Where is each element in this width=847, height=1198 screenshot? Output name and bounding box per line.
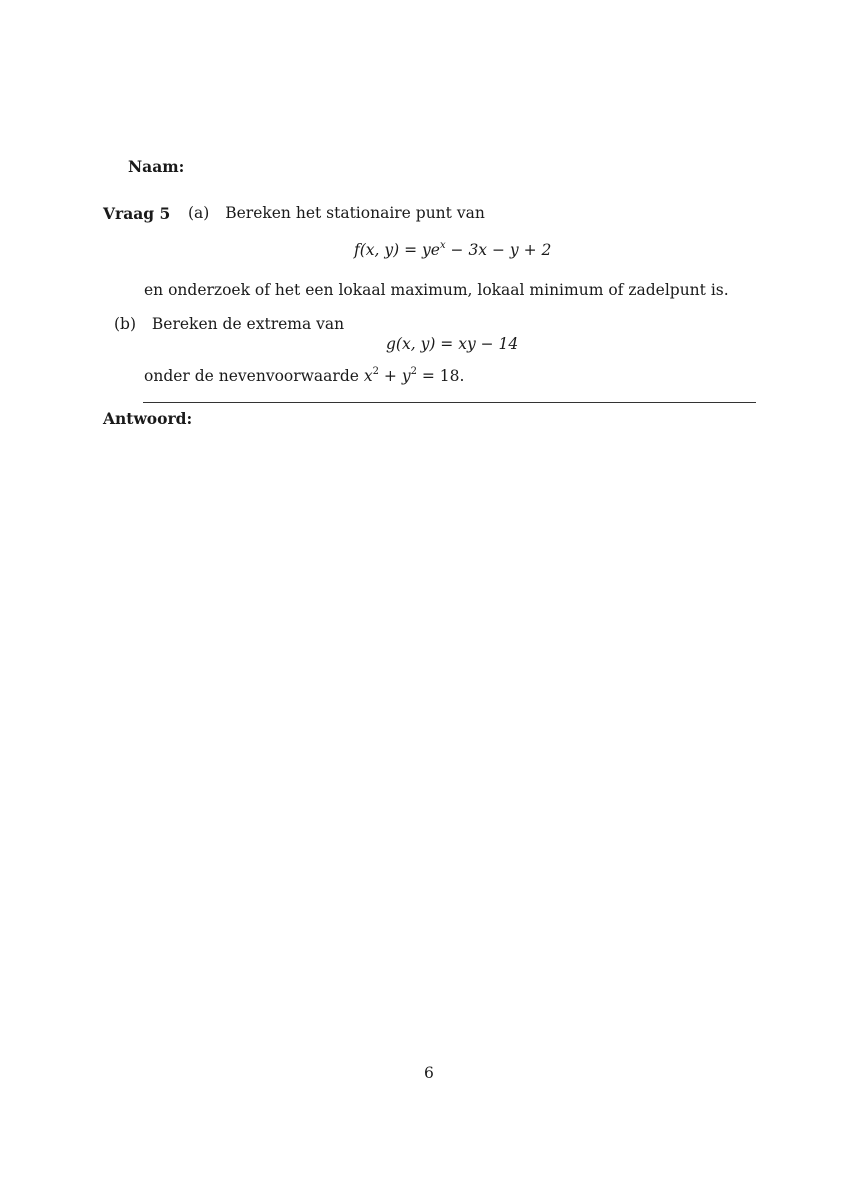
part-b-marker: (b) bbox=[114, 315, 137, 333]
part-a-followup: en onderzoek of het een lokaal maximum, lokaal minimum of zadelpunt is. bbox=[144, 281, 729, 299]
part-a-line bbox=[188, 206, 485, 222]
name-label: Naam: bbox=[128, 157, 185, 176]
formula-f bbox=[354, 242, 551, 259]
constraint-text: onder de nevenvoorwaarde bbox=[144, 367, 364, 386]
constraint-x: x bbox=[363, 367, 373, 386]
part-a-intro: Bereken het stationaire punt van bbox=[225, 204, 485, 222]
constraint-exp-2: 2 bbox=[410, 366, 417, 377]
formula-f-rhs1: ye bbox=[422, 241, 440, 260]
formula-f-rhs2: − 3x − y + 2 bbox=[445, 241, 552, 260]
formula-f-lhs: f(x, y) = bbox=[354, 241, 423, 260]
constraint-y: y bbox=[401, 367, 411, 386]
part-b-constraint bbox=[144, 368, 464, 385]
divider-line bbox=[143, 402, 756, 403]
constraint-plus: + bbox=[378, 367, 402, 386]
formula-g: g(x, y) = xy − 14 bbox=[386, 335, 519, 353]
part-b-line bbox=[114, 317, 344, 333]
constraint-eq: = 18. bbox=[416, 367, 465, 386]
answer-label: Antwoord: bbox=[103, 409, 193, 428]
part-b-intro: Bereken de extrema van bbox=[151, 315, 345, 333]
question-label: Vraag 5 bbox=[103, 204, 171, 223]
part-a-marker: (a) bbox=[188, 204, 210, 222]
page-number: 6 bbox=[424, 1064, 434, 1082]
formula-f-exponent: x bbox=[439, 240, 446, 251]
constraint-exp-1: 2 bbox=[372, 366, 379, 377]
